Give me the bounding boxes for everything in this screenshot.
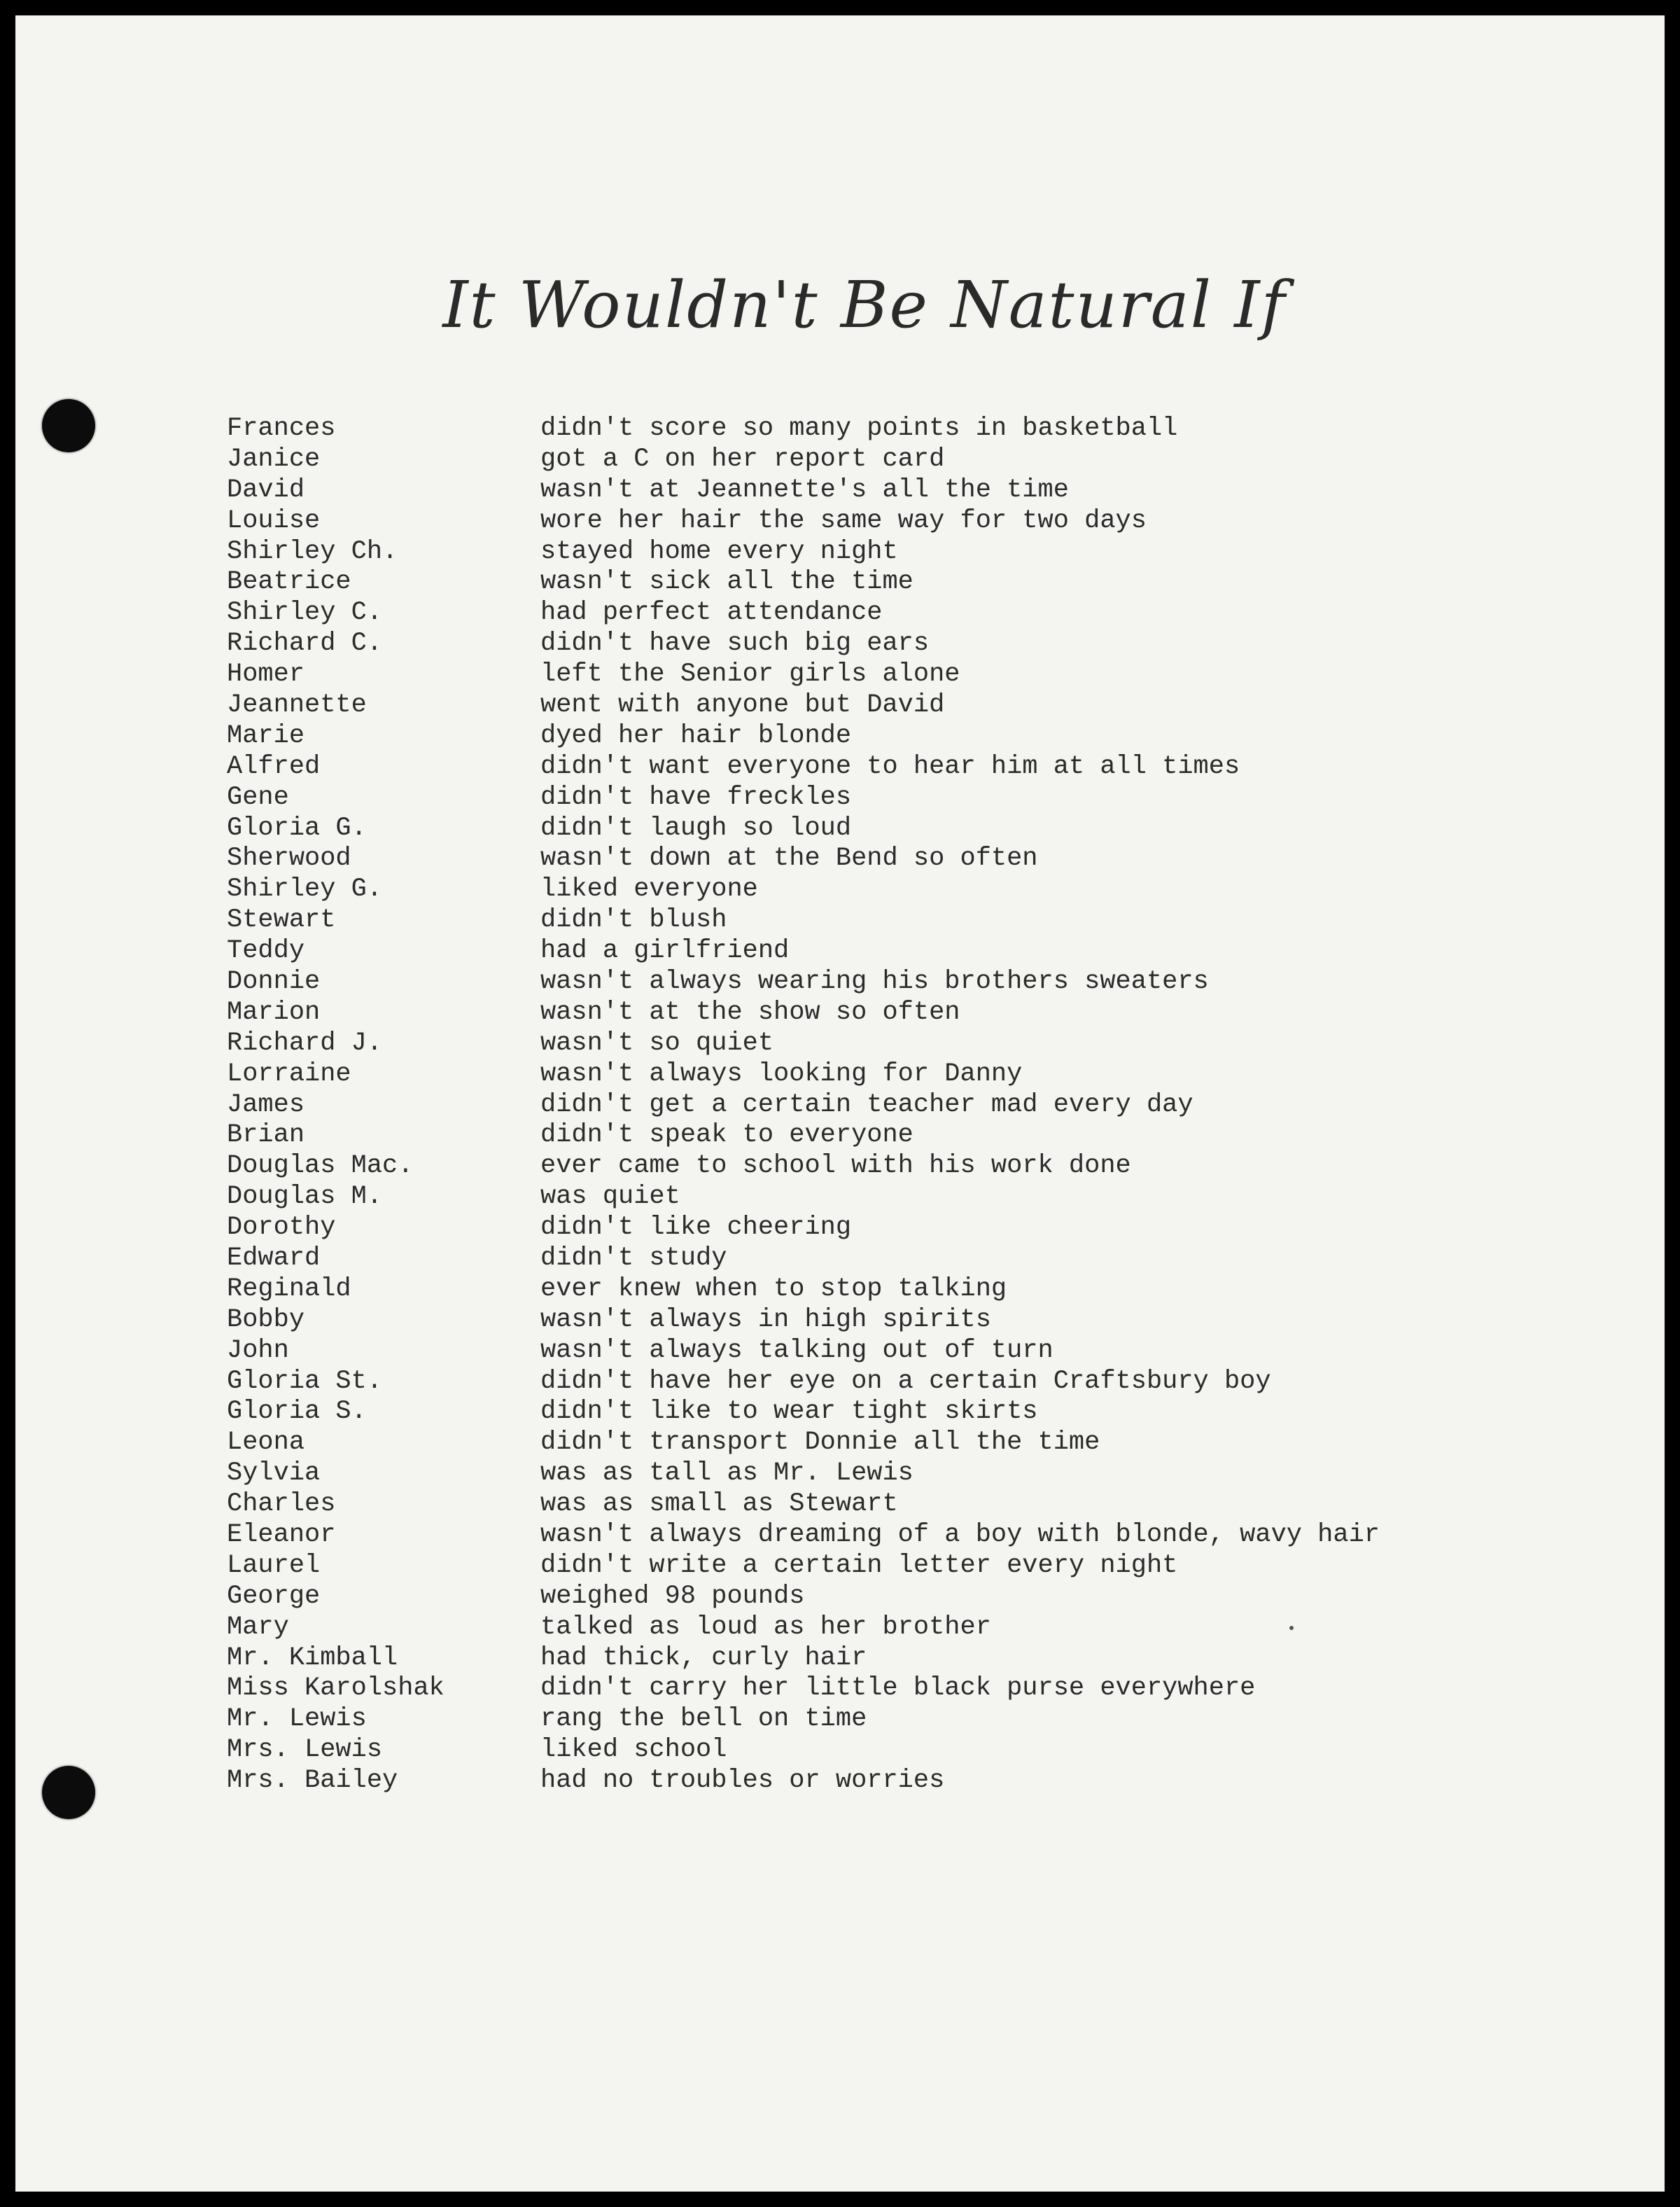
list-item <box>227 690 1522 720</box>
entry-phrase: wasn't at Jeannette's all the time <box>540 475 1069 505</box>
list-item <box>227 659 1522 690</box>
entry-name: George <box>227 1581 321 1611</box>
list-item <box>227 966 1522 997</box>
entry-phrase: was quiet <box>540 1182 680 1212</box>
list-item <box>227 506 1522 536</box>
entry-name: Brian <box>227 1120 305 1150</box>
list-item <box>227 1274 1522 1304</box>
list-item <box>227 1673 1522 1704</box>
list-item <box>227 475 1522 506</box>
list-item <box>227 782 1522 813</box>
entry-name: Douglas M. <box>227 1182 383 1212</box>
entry-name: Leona <box>227 1428 305 1458</box>
list-item <box>227 1612 1522 1643</box>
entry-phrase: ever knew when to stop talking <box>540 1274 1007 1304</box>
entry-phrase: had thick, curly hair <box>540 1643 867 1673</box>
entry-name: Edward <box>227 1243 321 1273</box>
list-item <box>227 935 1522 966</box>
list-item <box>227 628 1522 659</box>
entry-phrase: talked as loud as her brother <box>540 1612 991 1642</box>
entry-phrase: didn't have freckles <box>540 782 852 812</box>
list-item <box>227 1243 1522 1274</box>
entry-name: Miss Karolshak <box>227 1673 444 1704</box>
entry-name: Marie <box>227 720 305 751</box>
entry-name: James <box>227 1089 305 1120</box>
document-page <box>15 15 1665 2192</box>
list-item <box>227 751 1522 782</box>
entry-phrase: didn't study <box>540 1243 727 1273</box>
entry-name: Eleanor <box>227 1520 336 1550</box>
list-item <box>227 905 1522 935</box>
page-title: It Wouldn't Be Natural If <box>442 267 1287 342</box>
entry-phrase: dyed her hair blonde <box>540 720 852 751</box>
list-item <box>227 720 1522 751</box>
entry-phrase: wasn't at the show so often <box>540 997 960 1027</box>
entry-phrase: didn't have her eye on a certain Craftsbury boy <box>540 1366 1271 1396</box>
entry-name: Bobby <box>227 1304 305 1335</box>
entry-phrase: wasn't always in high spirits <box>540 1304 991 1335</box>
list-item <box>227 566 1522 597</box>
list-item <box>227 1335 1522 1366</box>
punch-hole-top <box>42 399 95 452</box>
entry-name: John <box>227 1335 289 1365</box>
list-item <box>227 1458 1522 1489</box>
entry-phrase: rang the bell on time <box>540 1704 867 1734</box>
entry-phrase: ever came to school with his work done <box>540 1151 1131 1181</box>
entry-name: Shirley G. <box>227 875 383 905</box>
entry-phrase: wasn't so quiet <box>540 1028 774 1058</box>
entry-name: Frances <box>227 413 336 443</box>
entry-phrase: didn't have such big ears <box>540 629 930 659</box>
list-item <box>227 997 1522 1028</box>
entry-name: Richard J. <box>227 1028 383 1058</box>
entry-phrase: didn't carry her little black purse everywhere <box>540 1673 1256 1704</box>
entry-name: Janice <box>227 444 321 474</box>
list-item <box>227 1550 1522 1581</box>
list-item <box>227 1704 1522 1734</box>
entry-name: Mr. Kimball <box>227 1643 398 1673</box>
entry-phrase: was as small as Stewart <box>540 1489 898 1519</box>
entry-phrase: wasn't always looking for Danny <box>540 1059 1023 1089</box>
list-item <box>227 413 1522 444</box>
list-item <box>227 1427 1522 1458</box>
entry-phrase: stayed home every night <box>540 536 898 566</box>
entry-phrase: didn't laugh so loud <box>540 813 852 843</box>
entry-name: Gloria St. <box>227 1366 383 1396</box>
entry-phrase: weighed 98 pounds <box>540 1581 805 1611</box>
entry-phrase: didn't like to wear tight skirts <box>540 1397 1038 1427</box>
entry-name: Homer <box>227 660 305 690</box>
entry-phrase: liked school <box>540 1735 727 1765</box>
list-item <box>227 1643 1522 1673</box>
entry-name: Mr. Lewis <box>227 1704 367 1734</box>
list-item <box>227 1181 1522 1212</box>
list-item <box>227 1366 1522 1397</box>
entry-name: Teddy <box>227 936 305 966</box>
entry-phrase: wasn't always talking out of turn <box>540 1335 1054 1365</box>
entry-name: Lorraine <box>227 1059 351 1089</box>
list-item <box>227 874 1522 905</box>
entry-phrase: had no troubles or worries <box>540 1766 945 1796</box>
entry-name: David <box>227 475 305 505</box>
list-item <box>227 1519 1522 1550</box>
entry-name: Dorothy <box>227 1213 336 1243</box>
entry-name: Reginald <box>227 1274 351 1304</box>
entry-phrase: didn't transport Donnie all the time <box>540 1428 1100 1458</box>
list-item <box>227 813 1522 844</box>
entry-phrase: didn't score so many points in basketball <box>540 413 1178 443</box>
list-item <box>227 1489 1522 1519</box>
entry-phrase: wore her hair the same way for two days <box>540 506 1147 536</box>
list-item <box>227 536 1522 567</box>
entry-phrase: wasn't always wearing his brothers sweaters <box>540 966 1209 996</box>
entry-name: Gene <box>227 782 289 812</box>
entry-name: Richard C. <box>227 629 383 659</box>
entry-phrase: had a girlfriend <box>540 936 790 966</box>
entry-phrase: wasn't sick all the time <box>540 567 913 597</box>
entry-name: Sylvia <box>227 1458 321 1489</box>
entry-name: Jeannette <box>227 690 367 720</box>
list-item <box>227 1089 1522 1120</box>
entry-name: Laurel <box>227 1550 321 1580</box>
entry-phrase: had perfect attendance <box>540 598 883 628</box>
entry-phrase: wasn't always dreaming of a boy with blonde, wavy hair <box>540 1520 1380 1550</box>
entry-phrase: left the Senior girls alone <box>540 660 960 690</box>
entry-name: Mrs. Bailey <box>227 1766 398 1796</box>
list-item <box>227 1120 1522 1150</box>
entry-name: Mrs. Lewis <box>227 1735 383 1765</box>
entry-name: Charles <box>227 1489 336 1519</box>
entry-phrase: was as tall as Mr. Lewis <box>540 1458 913 1489</box>
entry-name: Louise <box>227 506 321 536</box>
entry-list <box>227 413 1522 1796</box>
list-item <box>227 1304 1522 1335</box>
list-item <box>227 1734 1522 1765</box>
entry-name: Sherwood <box>227 844 351 874</box>
entry-phrase: didn't speak to everyone <box>540 1120 913 1150</box>
list-item <box>227 1765 1522 1796</box>
entry-name: Gloria G. <box>227 813 367 843</box>
entry-phrase: went with anyone but David <box>540 690 945 720</box>
entry-name: Gloria S. <box>227 1397 367 1427</box>
list-item <box>227 444 1522 475</box>
entry-name: Stewart <box>227 905 336 935</box>
entry-name: Donnie <box>227 966 321 996</box>
entry-name: Mary <box>227 1612 289 1642</box>
entry-phrase: didn't want everyone to hear him at all times <box>540 751 1240 781</box>
punch-hole-bottom <box>42 1766 95 1819</box>
entry-name: Marion <box>227 997 321 1027</box>
list-item <box>227 1212 1522 1243</box>
list-item <box>227 1028 1522 1059</box>
entry-name: Shirley C. <box>227 598 383 628</box>
list-item <box>227 1581 1522 1612</box>
entry-phrase: liked everyone <box>540 875 758 905</box>
entry-phrase: wasn't down at the Bend so often <box>540 844 1038 874</box>
entry-name: Alfred <box>227 751 321 781</box>
list-item <box>227 843 1522 874</box>
entry-phrase: got a C on her report card <box>540 444 945 474</box>
entry-name: Douglas Mac. <box>227 1151 414 1181</box>
entry-phrase: didn't like cheering <box>540 1213 852 1243</box>
entry-name: Shirley Ch. <box>227 536 398 566</box>
list-item <box>227 1397 1522 1428</box>
entry-name: Beatrice <box>227 567 351 597</box>
list-item <box>227 597 1522 628</box>
list-item <box>227 1150 1522 1181</box>
entry-phrase: didn't get a certain teacher mad every day <box>540 1089 1194 1120</box>
list-item <box>227 1059 1522 1089</box>
entry-phrase: didn't blush <box>540 905 727 935</box>
entry-phrase: didn't write a certain letter every night <box>540 1550 1178 1580</box>
